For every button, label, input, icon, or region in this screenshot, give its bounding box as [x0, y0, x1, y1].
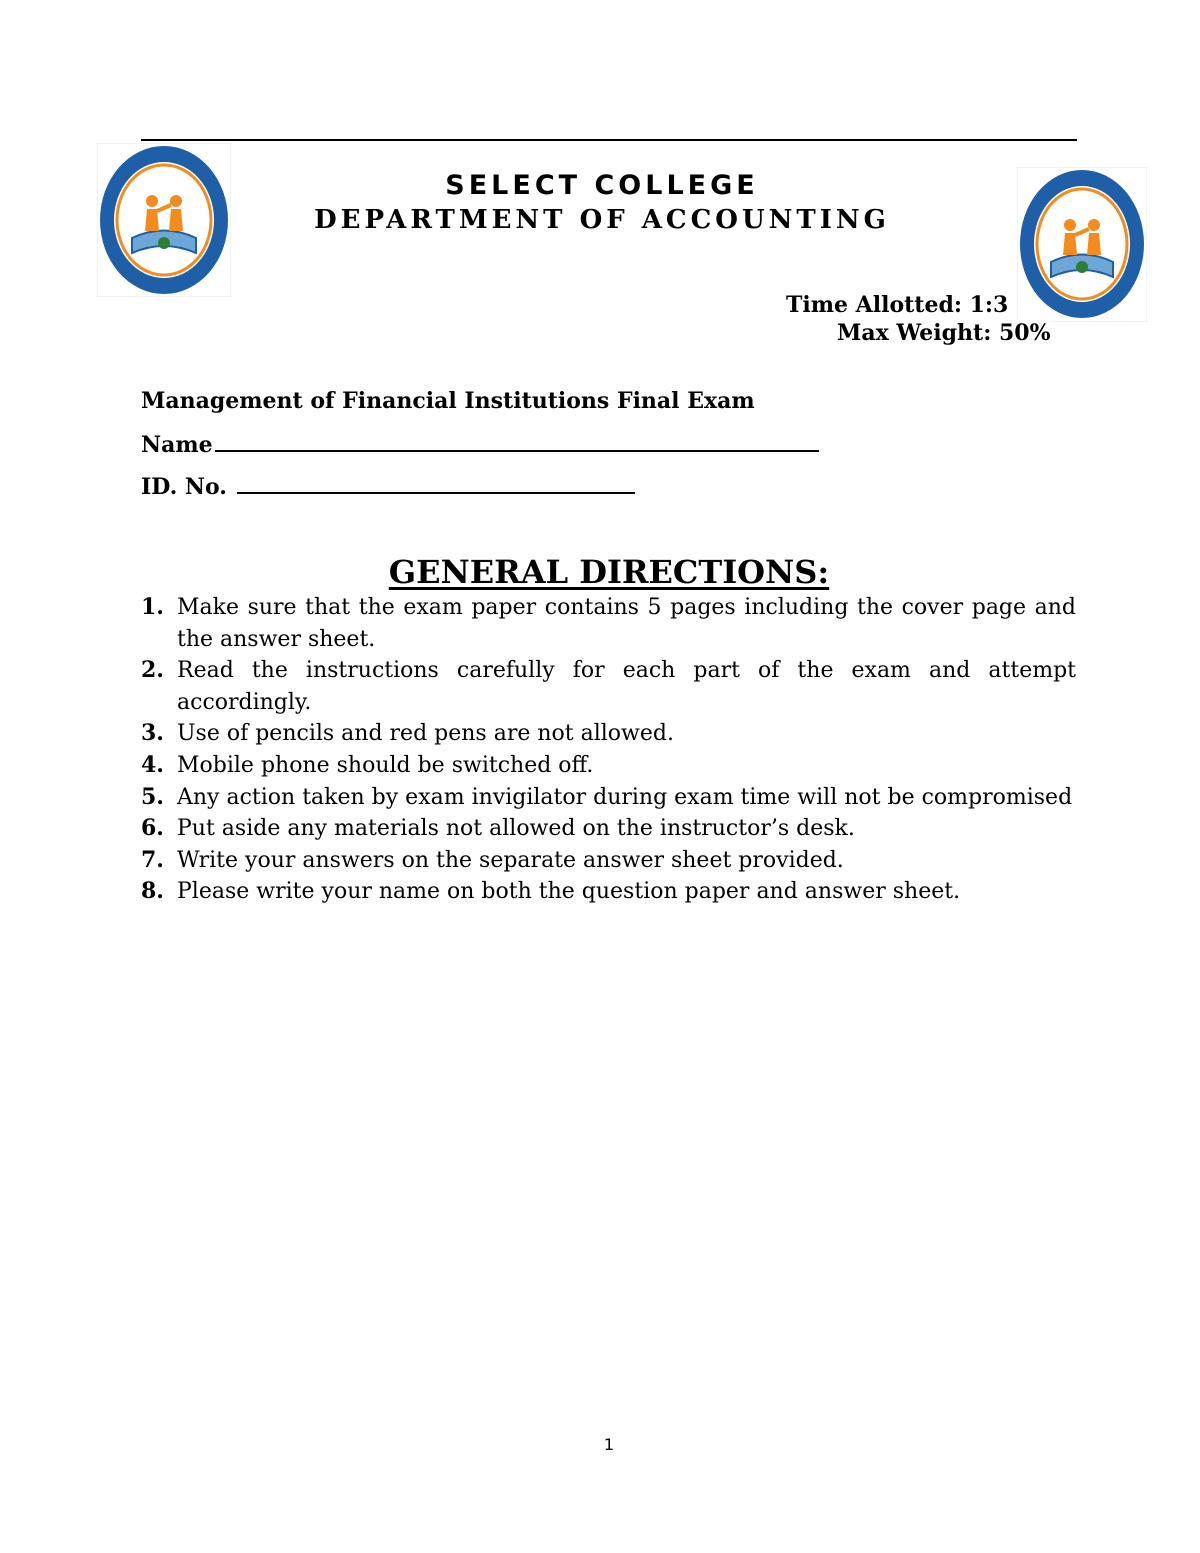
item-number: 1. — [141, 594, 164, 620]
item-number: 6. — [141, 815, 164, 842]
id-label: ID. No. — [141, 474, 227, 500]
header-rule — [141, 139, 1077, 141]
item-text: Mobile phone should be switched off. — [177, 752, 594, 778]
item-number: 3. — [141, 720, 164, 747]
list-item — [141, 782, 1076, 814]
item-text: Any action taken by exam invigilator during exam time will not be compromised — [177, 784, 1073, 810]
item-number: 5. — [141, 783, 164, 810]
directions-heading: GENERAL DIRECTIONS: — [388, 553, 830, 591]
page-number: 1 — [603, 1435, 615, 1454]
name-label: Name — [141, 432, 213, 458]
time-allotted: Time Allotted: 1:3 — [786, 292, 1009, 318]
department-name: DEPARTMENT OF ACCOUNTING — [314, 205, 890, 235]
list-item — [141, 592, 1076, 655]
item-text: Make sure that the exam paper contains 5 pages including the cover page and the answer sheet. — [177, 595, 1076, 652]
item-number: 4. — [141, 751, 164, 778]
item-number: 7. — [141, 846, 164, 873]
item-text: Use of pencils and red pens are not allowed. — [177, 721, 674, 747]
max-weight: Max Weight: 50% — [837, 320, 1051, 346]
id-blank-line[interactable] — [237, 472, 635, 494]
list-item — [141, 750, 1076, 782]
list-item — [141, 718, 1076, 750]
item-text: Please write your name on both the question paper and answer sheet. — [177, 879, 961, 905]
name-blank-line[interactable] — [215, 430, 819, 452]
list-item — [141, 655, 1076, 718]
id-field[interactable] — [141, 472, 635, 500]
name-field[interactable] — [141, 430, 819, 458]
item-text: Write your answers on the separate answer sheet provided. — [177, 847, 844, 873]
item-number: 8. — [141, 878, 164, 905]
item-text: Put aside any materials not allowed on the instructor’s desk. — [177, 816, 855, 842]
item-number: 2. — [141, 657, 164, 684]
college-name: SELECT COLLEGE — [445, 170, 759, 201]
directions-list — [141, 592, 1076, 908]
item-text: Read the instructions carefully for each part of the exam and attempt accordingly. — [177, 658, 1076, 715]
list-item — [141, 845, 1076, 877]
exam-title: Management of Financial Institutions Final Exam — [141, 388, 755, 414]
list-item — [141, 813, 1076, 845]
list-item — [141, 876, 1076, 908]
